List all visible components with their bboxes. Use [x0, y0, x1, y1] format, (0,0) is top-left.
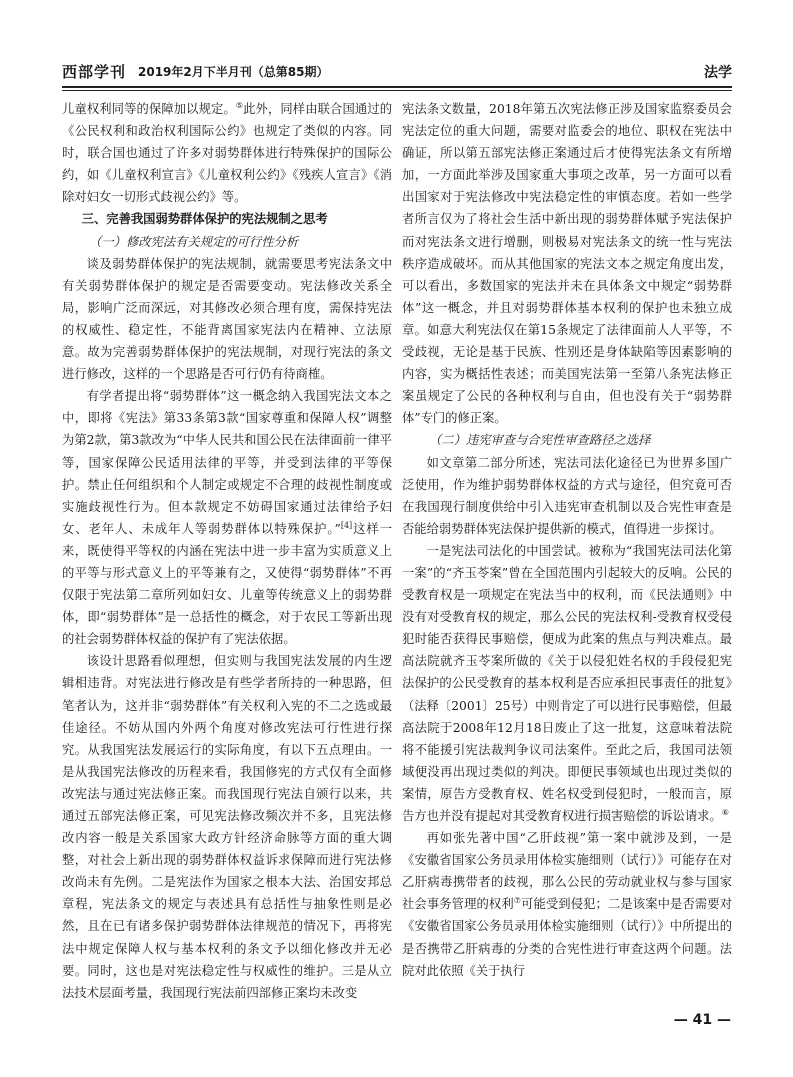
journal-logo: 西部学刊: [62, 63, 127, 81]
paragraph: [62, 98, 392, 208]
paragraph: 该设计思路看似理想，但实则与我国宪法发展的内生逻辑相违背。对宪法进行修改是有些学者所持的一种思路，但笔者认为，这并非“弱势群体”有关权利入宪的不二之选或最佳途径。不妨从国内外两个角度对修改宪法可行性进行探究。从我国宪法发展运行的实际角度，有以下五点理由。一是从我国宪法修改的历程来看，我国修宪的方式仅有全面修改宪法与通过宪法修正案。而我国现行宪法自颁行以来，共通过五部宪法修正案，可见宪法修改频次并不多，且宪法修改内容一般是关系国家大政方针经济命脉等方面的重大调整，对社会上新出现的弱势群体权益诉求保障而进行宪法修改尚未有先例。二是宪法作为国家之根本大法、治国安邦总章程，宪法条文的规定与表述具有总括性与抽象性则是必然，且在已有诸多保护弱势群体法律规范的情况下，再将宪法中规定保障人权与基本权利的条文予以细化修改并无必要。同时，这也是对宪法稳定性与权威性的维护。三是从立法技术层面考量，我国现行宪法前四部修正案均未改变: [62, 654, 392, 1000]
footnote-marker: ⑤: [235, 100, 244, 110]
footnote-marker: ⑦: [513, 896, 522, 906]
issue-info: 2019年2月下半月刊（总第85期）: [138, 65, 329, 79]
header-rule-thick: [62, 86, 732, 88]
right-column: [402, 98, 732, 1038]
paragraph-text: 儿童权利同等的保障加以规定。: [62, 102, 236, 116]
paragraph-text: 可能受到侵犯；二是该案中是否需要对《安徽省国家公务员录用体检实施细则（试行）》中所提出的是否携带乙肝病毒的分类的合宪性进行审查这两个问题。法院对此依照《关于执行: [402, 897, 732, 978]
paragraph: 如文章第二部分所述，宪法司法化途径已为世界多国广泛使用，作为维护弱势群体权益的方式与途径，但究竟可否在我国现行制度供给中引入违宪审查机制以及合宪性审查是否能给弱势群体宪法保护提供新的模式，值得进一步探讨。: [402, 455, 732, 536]
paragraph-text: 一是宪法司法化的中国尝试。被称为“我国宪法司法化第一案”的“齐玉苓案”曾在全国范围内引起较大的反响。公民的受教育权是一项规定在宪法当中的权利，而《民法通则》中没有对受教育权的规定，那么公民的宪法权利-受教育权受侵犯时能否获得民事赔偿，便成为此案的焦点与判决难点。最高法院就齐玉苓案所做的《关于以侵犯姓名权的手段侵犯宪法保护的公民受教育的基本权利是否应承担民事责任的批复》（法释〔2001〕25号）中则肯定了可以进行民事赔偿，但最高法院于2008年12月18日废止了这一批复，这意味着法院将不能援引宪法裁判争议司法案件。至此之后，我国司法领域便没再出现过类似的判决。即便民事领域也出现过类似的案情，原告方受教育权、姓名权受到侵犯时，一般而言，原告方也并没有提起对其受教育权进行损害赔偿的诉讼请求。: [402, 543, 732, 823]
footnote-marker: ⑥: [721, 807, 729, 817]
paragraph: 宪法条文数量，2018年第五次宪法修正涉及国家监察委员会宪法定位的重大问题，需要对监委会的地位、职权在宪法中确证，所以第五部宪法修正案通过后才使得宪法条文有所增加，一方面此举涉及国家重大事项之改革，另一方面可以看出国家对于宪法修改中宪法稳定性的审慎态度。若如一些学者所言仅为了将社会生活中新出现的弱势群体赋予宪法保护而对宪法条文进行增删，则极易对宪法条文的统一性与宪法秩序造成破坏。而从其他国家的宪法文本之规定角度出发，可以看出，多数国家的宪法并未在具体条文中规定“弱势群体”这一概念，并且对弱势群体基本权利的保护也未独立成章。如意大利宪法仅在第15条规定了法律面前人人平等，不受歧视，无论是基于民族、性别还是身体缺陷等因素影响的内容，实为概括性表述；而美国宪法第一至第八条宪法修正案虽规定了公民的各种权利与自由，但也没有关于“弱势群体”专门的修正案。: [402, 102, 732, 426]
paragraph-text: 这样一来，既使得平等权的内涵在宪法中进一步丰富为实质意义上的平等与形式意义上的平等兼有之，又使得“弱势群体”不再仅限于宪法第二章所列如妇女、儿童等传统意义上的弱势群体，即“弱势群体”是一总括性的概念，对于农民工等新出现的社会弱势群体权益的保护有了宪法依据。: [62, 521, 392, 647]
paragraph-text: 此外，同样由联合国通过的《公民权利和政治权利国际公约》也规定了类似的内容。同时，联合国也通过了许多对弱势群体进行特殊保护的国际公约，如《儿童权利宣言》《儿童权利公约》《残疾人宣言》《消除对妇女一切形式歧视公约》等。: [62, 102, 392, 205]
header-rule-thin: [62, 90, 732, 91]
paragraph: [402, 827, 732, 982]
paragraph: [402, 540, 732, 827]
citation-marker: [4]: [340, 520, 353, 530]
paragraph: [62, 385, 392, 650]
paragraph: 谈及弱势群体保护的宪法规制，就需要思考宪法条文中有关弱势群体保护的规定是否需要变动。宪法修改关系全局，影响广泛而深远，对其修改必须合理有度，需保持宪法的权威性、稳定性，不能背离国家宪法内在精神、立法原意。故为完善弱势群体保护的宪法规制，对现行宪法的条文进行修改，这样的一个思路是否可行仍有待商榷。: [62, 256, 392, 382]
section-name: 法学: [704, 65, 732, 81]
paragraph-text: 再如张先著中国“乙肝歧视”第一案中就涉及到，一是《安徽省国家公务员录用体检实施细则（试行）》可能存在对乙肝病毒携带者的歧视，那么公民的劳动就业权与参与国家社会事务管理的权利: [402, 831, 732, 912]
subsection-heading: （一）修改宪法有关规定的可行性分析: [89, 234, 299, 249]
page-header: [62, 60, 732, 84]
subsection-heading: （二）违宪审查与合宪性审查路径之选择: [429, 433, 651, 448]
section-heading: 三、完善我国弱势群体保护的宪法规制之思考: [81, 212, 328, 227]
left-column: [62, 98, 392, 1038]
page-number: — 41 —: [673, 1012, 731, 1028]
paragraph-text: 有学者提出将“弱势群体”这一概念纳入我国宪法文本之中，即将《宪法》第33条第3款“国家尊重和保障人权”调整为第2款，第3款改为“中华人民共和国公民在法律面前一律平等，国家保障公民适用法律的平等，并受到法律的平等保护。禁止任何组织和个人制定或规定不合理的歧视性制度或实施歧视性行为。但本款规定不妨碍国家通过法律给予妇女、老年人、未成年人等弱势群体以特殊保护。”: [62, 389, 392, 536]
